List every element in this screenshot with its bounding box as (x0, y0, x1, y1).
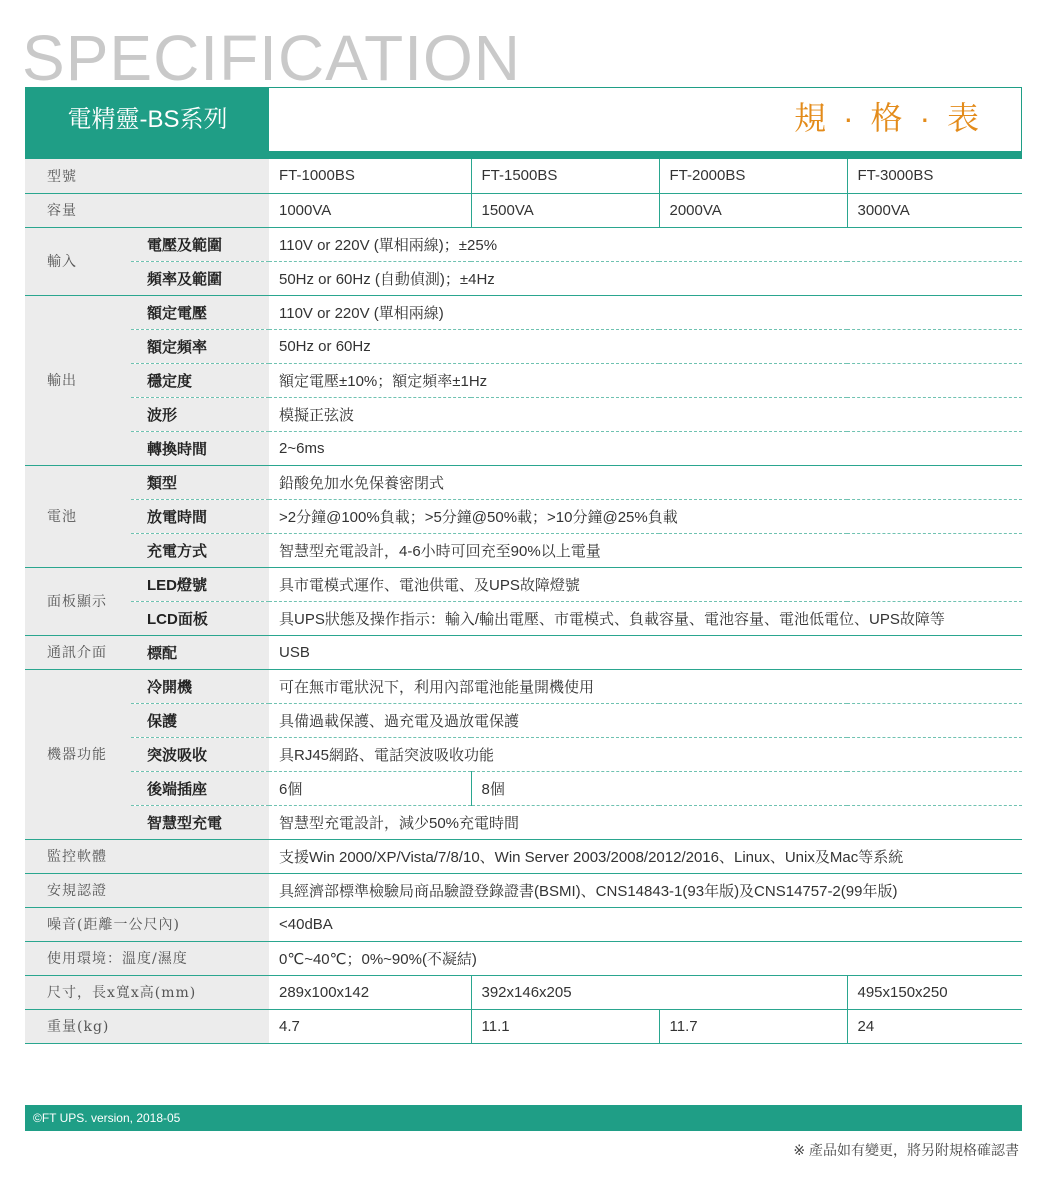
weight-cell: 11.1 (471, 1009, 659, 1043)
spec-value: 具市電模式運作、電池供電、及UPS故障燈號 (269, 567, 1022, 601)
size-cell: 289x100x142 (269, 975, 471, 1009)
sub-label: 後端插座 (131, 771, 269, 805)
row-label-model: 型號 (25, 159, 269, 193)
capacity-cell: 1500VA (471, 193, 659, 227)
spec-value: 50Hz or 60Hz (269, 329, 1022, 363)
table-row (25, 907, 1022, 941)
row-label-battery: 電池 (25, 465, 131, 567)
table-row (25, 805, 1022, 839)
sub-label: LED燈號 (131, 567, 269, 601)
table-row (25, 941, 1022, 975)
table-row (25, 431, 1022, 465)
row-label-noise: 噪音(距離一公尺內) (25, 907, 269, 941)
spec-value: 具經濟部標準檢驗局商品驗證登錄證書(BSMI)、CNS14843-1(93年版)及CNS14757-2(99年版) (269, 873, 1022, 907)
table-row (25, 601, 1022, 635)
table-row (25, 975, 1022, 1009)
spec-table-label: 規 · 格 · 表 (794, 100, 983, 136)
outlet-count-cell: 6個 (269, 771, 471, 805)
row-label-capacity: 容量 (25, 193, 269, 227)
model-cell: FT-1000BS (269, 159, 471, 193)
table-row (25, 703, 1022, 737)
weight-cell: 11.7 (659, 1009, 847, 1043)
spec-value: >2分鐘@100%負載；>5分鐘@50%載；>10分鐘@25%負載 (269, 499, 1022, 533)
sub-label: 標配 (131, 635, 269, 669)
series-name: 電精靈-BS系列 (26, 88, 269, 151)
capacity-cell: 1000VA (269, 193, 471, 227)
row-label-output: 輸出 (25, 295, 131, 465)
spec-value: 110V or 220V (單相兩線) (269, 295, 1022, 329)
sub-label: 額定電壓 (131, 295, 269, 329)
spec-value: 鉛酸免加水免保養密閉式 (269, 465, 1022, 499)
sub-label: 突波吸收 (131, 737, 269, 771)
row-label-comm: 通訊介面 (25, 635, 131, 669)
spec-value: 額定電壓±10%；額定頻率±1Hz (269, 363, 1022, 397)
size-cell: 495x150x250 (847, 975, 1022, 1009)
header-divider (25, 151, 1022, 159)
spec-value: 具RJ45網路、電話突波吸收功能 (269, 737, 1022, 771)
table-row (25, 567, 1022, 601)
spec-value: <40dBA (269, 907, 1022, 941)
table-row (25, 227, 1022, 261)
table-row (25, 771, 1022, 805)
table-row (25, 465, 1022, 499)
row-label-safety: 安規認證 (25, 873, 269, 907)
table-row (25, 533, 1022, 567)
spec-value: 智慧型充電設計，減少50%充電時間 (269, 805, 1022, 839)
page-title: SPECIFICATION (22, 22, 521, 94)
table-row (25, 499, 1022, 533)
table-row (25, 635, 1022, 669)
sub-label: 頻率及範圍 (131, 261, 269, 295)
capacity-cell: 2000VA (659, 193, 847, 227)
row-label-panel: 面板顯示 (25, 567, 131, 635)
size-cell: 392x146x205 (471, 975, 847, 1009)
sub-label: LCD面板 (131, 601, 269, 635)
sub-label: 類型 (131, 465, 269, 499)
spec-value: 智慧型充電設計，4-6小時可回充至90%以上電量 (269, 533, 1022, 567)
table-row (25, 669, 1022, 703)
spec-value: 具UPS狀態及操作指示：輸入/輸出電壓、市電模式、負載容量、電池容量、電池低電位、UPS故障等 (269, 601, 1022, 635)
table-row (25, 363, 1022, 397)
model-cell: FT-2000BS (659, 159, 847, 193)
spec-value: USB (269, 635, 1022, 669)
row-label-input: 輸入 (25, 227, 131, 295)
row-label-environment: 使用環境：溫度/濕度 (25, 941, 269, 975)
model-cell: FT-1500BS (471, 159, 659, 193)
table-row (25, 397, 1022, 431)
change-note: ※ 產品如有變更，將另附規格確認書 (793, 1142, 1019, 1158)
row-label-software: 監控軟體 (25, 839, 269, 873)
sub-label: 放電時間 (131, 499, 269, 533)
row-label-weight: 重量(kg) (25, 1009, 269, 1043)
table-row (25, 737, 1022, 771)
table-row (25, 839, 1022, 873)
sub-label: 轉換時間 (131, 431, 269, 465)
table-row (25, 295, 1022, 329)
sub-label: 冷開機 (131, 669, 269, 703)
sub-label: 穩定度 (131, 363, 269, 397)
table-row (25, 261, 1022, 295)
sub-label: 充電方式 (131, 533, 269, 567)
table-row (25, 159, 1022, 193)
capacity-cell: 3000VA (847, 193, 1022, 227)
weight-cell: 24 (847, 1009, 1022, 1043)
spec-value: 可在無市電狀況下，利用內部電池能量開機使用 (269, 669, 1022, 703)
table-row (25, 873, 1022, 907)
spec-table (25, 159, 1022, 1044)
spec-header-bar (25, 87, 1022, 152)
sub-label: 智慧型充電 (131, 805, 269, 839)
spec-value: 50Hz or 60Hz (自動偵測)；±4Hz (269, 261, 1022, 295)
weight-cell: 4.7 (269, 1009, 471, 1043)
spec-value: 具備過載保護、過充電及過放電保護 (269, 703, 1022, 737)
spec-value: 2~6ms (269, 431, 1022, 465)
table-row (25, 1009, 1022, 1043)
outlet-count-cell: 8個 (471, 771, 1022, 805)
sub-label: 額定頻率 (131, 329, 269, 363)
row-label-size: 尺寸，長x寬x高(mm) (25, 975, 269, 1009)
sub-label: 波形 (131, 397, 269, 431)
spec-value: 模擬正弦波 (269, 397, 1022, 431)
row-label-functions: 機器功能 (25, 669, 131, 839)
table-row (25, 193, 1022, 227)
table-row (25, 329, 1022, 363)
spec-value: 0℃~40℃；0%~90%(不凝結) (269, 941, 1022, 975)
sub-label: 保護 (131, 703, 269, 737)
model-cell: FT-3000BS (847, 159, 1022, 193)
version-footer: ©FT UPS. version, 2018-05 (25, 1105, 1022, 1131)
spec-value: 支援Win 2000/XP/Vista/7/8/10、Win Server 2003/2008/2012/2016、Linux、Unix及Mac等系統 (269, 839, 1022, 873)
sub-label: 電壓及範圍 (131, 227, 269, 261)
spec-value: 110V or 220V (單相兩線)；±25% (269, 227, 1022, 261)
